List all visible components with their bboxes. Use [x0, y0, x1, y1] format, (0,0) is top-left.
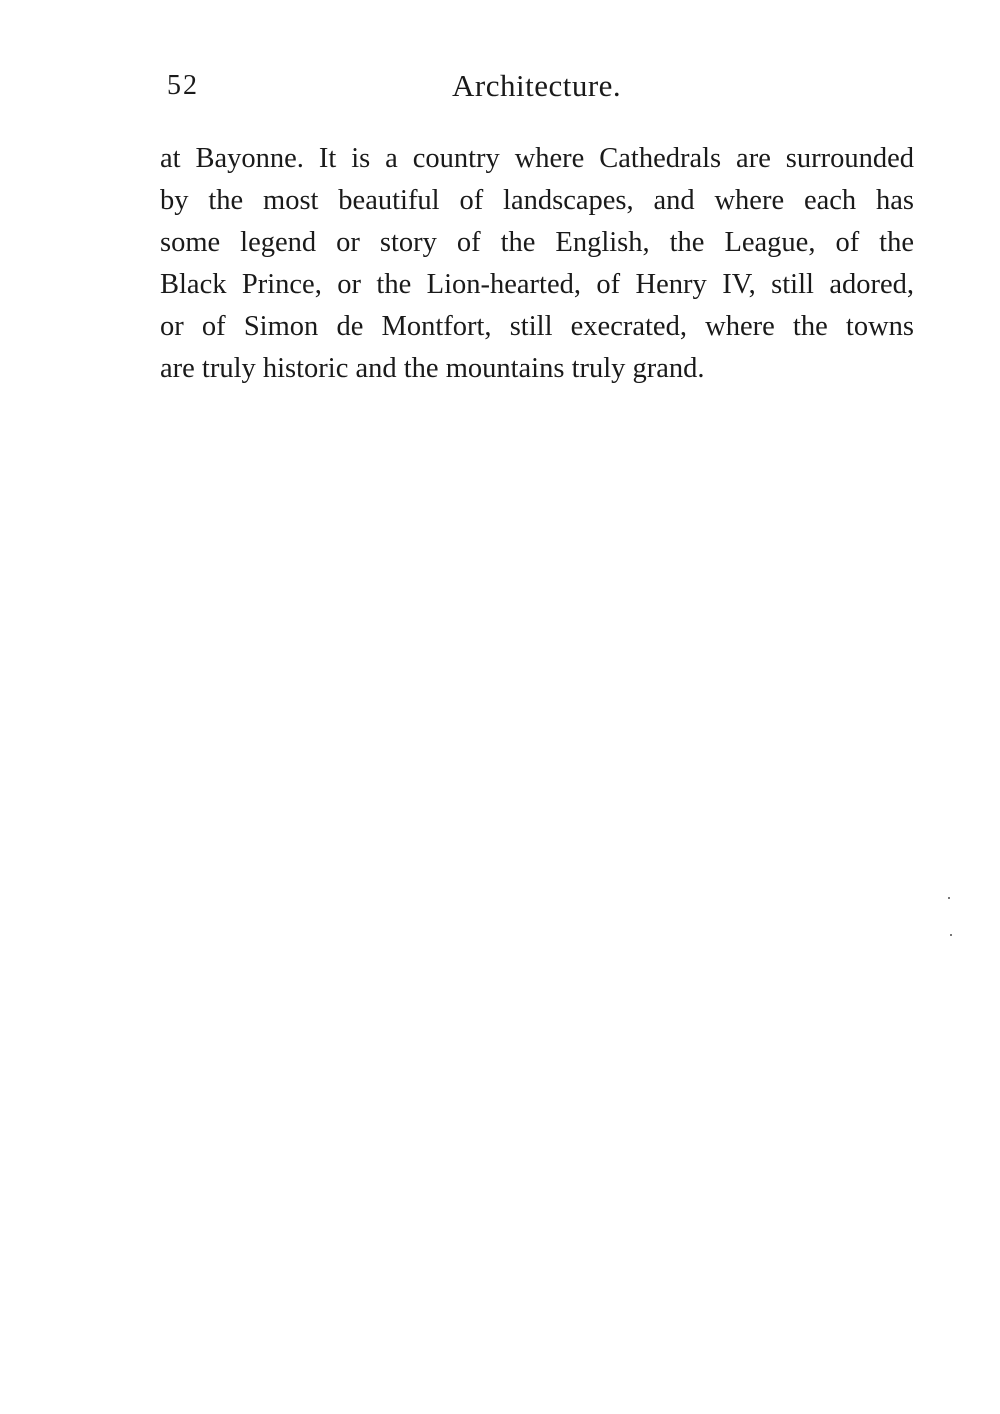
text-line: by the most beautiful of landscapes, and where each has	[160, 185, 914, 216]
text-line: some legend or story of the English, the League, of the	[160, 227, 914, 258]
running-title: Architecture.	[452, 68, 622, 103]
scan-speck	[948, 897, 950, 899]
text-line: are truly historic and the mountains truly grand.	[160, 353, 705, 384]
scan-speck	[950, 934, 952, 936]
text-line: or of Simon de Montfort, still execrated, where the towns	[160, 311, 914, 342]
body-paragraph	[160, 138, 914, 390]
text-line: at Bayonne. It is a country where Cathedrals are surrounded	[160, 143, 914, 174]
page-number: 52	[167, 70, 199, 101]
text-line: Black Prince, or the Lion-hearted, of Henry IV, still adored,	[160, 269, 914, 300]
